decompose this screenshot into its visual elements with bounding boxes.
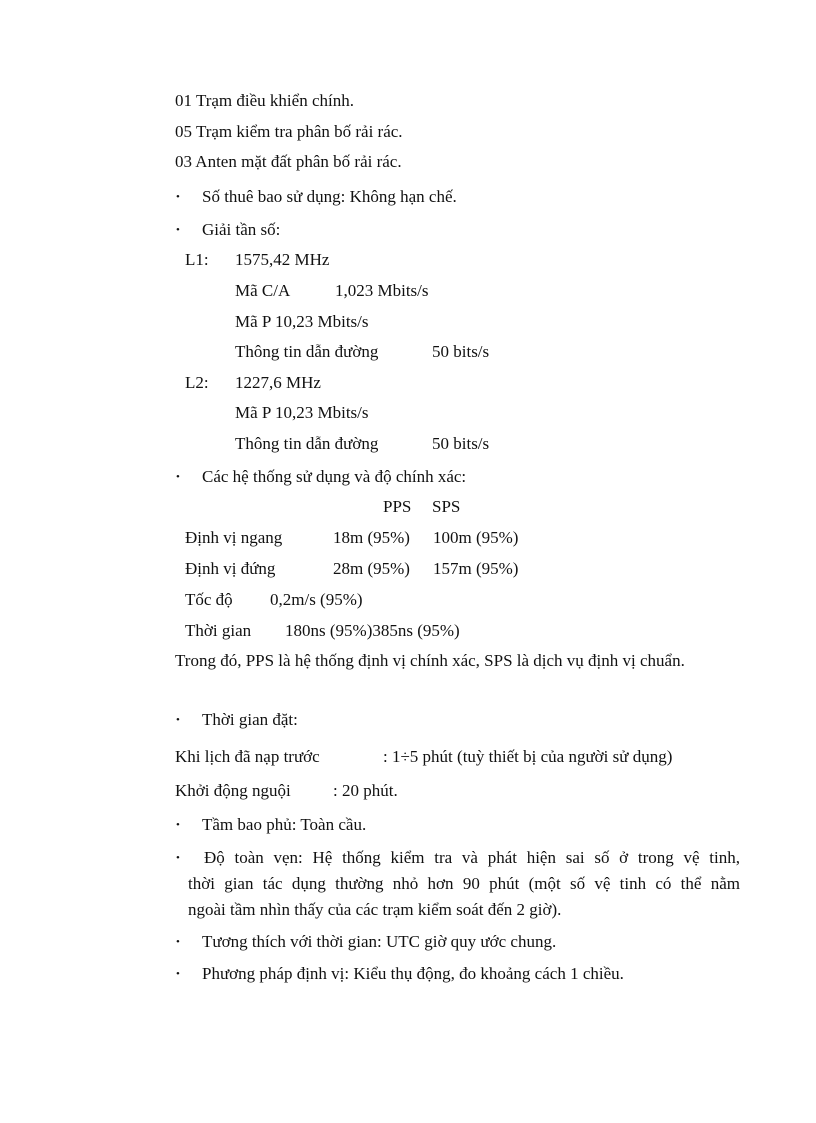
l1-frequency: 1575,42 MHz [235, 250, 330, 269]
time-label: Thời gian [185, 621, 252, 640]
bullet-icon: • [176, 852, 180, 864]
time-compatibility-text: Tương thích với thời gian: UTC giờ quy ước chung. [202, 932, 557, 951]
facility-line-3: 03 Anten mặt đất phân bố rải rác. [175, 152, 402, 171]
l1-label: L1: [185, 250, 209, 269]
row-label-vertical: Định vị đứng [185, 559, 276, 578]
l1-p-code: Mã P 10,23 Mbits/s [235, 312, 369, 331]
bullet-icon: • [176, 471, 180, 483]
horizontal-sps-value: 100m (95%) [433, 528, 519, 547]
l1-ca-rate: 1,023 Mbits/s [335, 281, 429, 300]
l2-label: L2: [185, 373, 209, 392]
setup-time-heading: Thời gian đặt: [202, 710, 298, 729]
coverage-text: Tầm bao phủ: Toàn cầu. [202, 815, 367, 834]
cold-start-value: : 20 phút. [333, 781, 398, 800]
preloaded-value: : 1÷5 phút (tuỳ thiết bị của người sử dụng) [383, 747, 673, 766]
speed-value: 0,2m/s (95%) [270, 590, 363, 609]
time-value: 180ns (95%)385ns (95%) [285, 621, 460, 640]
vertical-sps-value: 157m (95%) [433, 559, 519, 578]
row-label-horizontal: Định vị ngang [185, 528, 283, 547]
facility-line-1: 01 Trạm điều khiển chính. [175, 91, 354, 110]
accuracy-heading: Các hệ thống sử dụng và độ chính xác: [202, 467, 467, 486]
l2-p-code: Mã P 10,23 Mbits/s [235, 403, 369, 422]
l1-nav-label: Thông tin dẫn đường [235, 342, 379, 361]
cold-start-label: Khởi động nguội [175, 781, 291, 800]
bullet-icon: • [176, 714, 180, 726]
subscribers-text: Số thuê bao sử dụng: Không hạn chế. [202, 187, 457, 206]
integrity-line-3: ngoài tầm nhìn thấy của các trạm kiểm soát đến 2 giờ). [188, 900, 562, 919]
bullet-icon: • [176, 936, 180, 948]
bullet-icon: • [176, 224, 180, 236]
bullet-icon: • [176, 819, 180, 831]
bullet-icon: • [176, 968, 180, 980]
l2-frequency: 1227,6 MHz [235, 373, 321, 392]
bullet-icon: • [176, 191, 180, 203]
l1-ca-label: Mã C/A [235, 281, 291, 300]
integrity-line-1: Độ toàn vẹn: Hệ thống kiểm tra và phát hiện sai số ở trong vệ tinh, [204, 848, 740, 867]
l1-nav-rate: 50 bits/s [432, 342, 490, 361]
speed-label: Tốc độ [185, 590, 233, 609]
integrity-line-2: thời gian tác dụng thường nhỏ hơn 90 phút (một số vệ tinh có thể nằm [188, 874, 740, 893]
horizontal-pps-value: 18m (95%) [333, 528, 410, 547]
l2-nav-rate: 50 bits/s [432, 434, 490, 453]
column-header-pps: PPS [383, 497, 412, 516]
facility-line-2: 05 Trạm kiểm tra phân bố rải rác. [175, 122, 403, 141]
frequency-heading: Giải tần số: [202, 220, 281, 239]
column-header-sps: SPS [432, 497, 461, 516]
l2-nav-label: Thông tin dẫn đường [235, 434, 379, 453]
preloaded-label: Khi lịch đã nạp trước [175, 747, 320, 766]
positioning-method-text: Phương pháp định vị: Kiểu thụ động, đo khoảng cách 1 chiều. [202, 964, 624, 983]
vertical-pps-value: 28m (95%) [333, 559, 410, 578]
definition-paragraph: Trong đó, PPS là hệ thống định vị chính xác, SPS là dịch vụ định vị chuẩn. [175, 651, 685, 670]
